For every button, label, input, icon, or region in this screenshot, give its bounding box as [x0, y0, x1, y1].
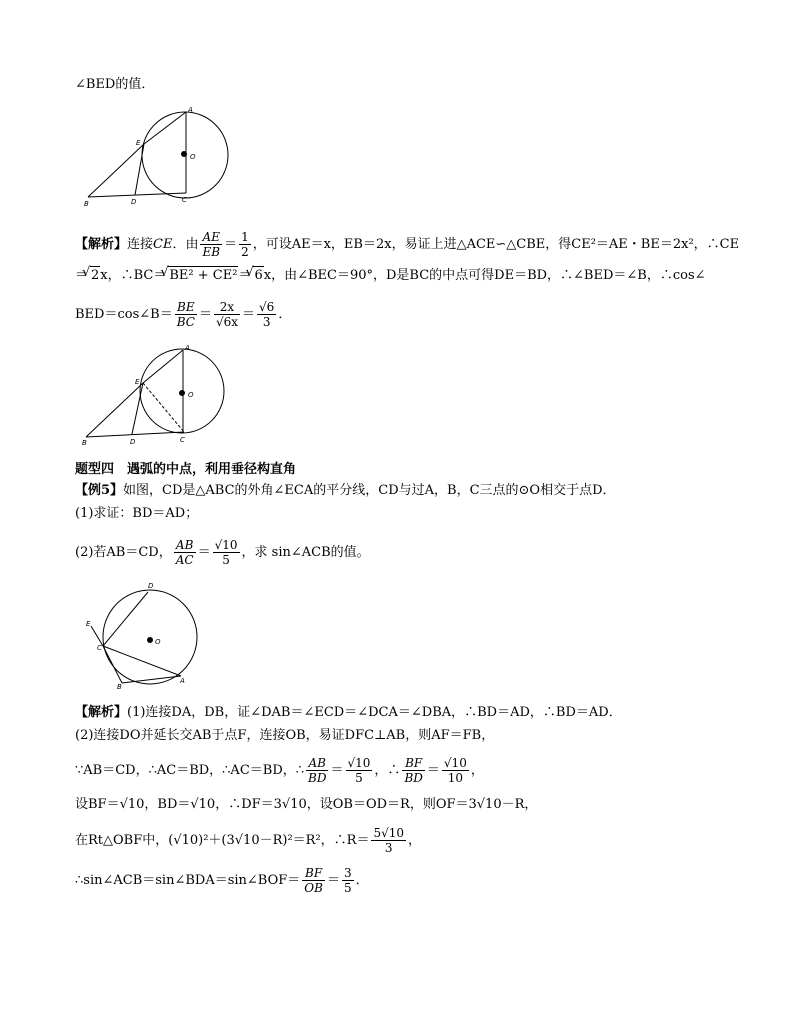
- denominator: BD: [308, 771, 327, 785]
- sqrt: √ BE² + CE²: [168, 266, 238, 285]
- solution1-line1: [75, 230, 739, 259]
- fig1-label-a: A: [188, 106, 193, 114]
- example5-q1: (1)求证：BD＝AD；: [75, 506, 199, 521]
- fig1-label-o: O: [190, 153, 196, 161]
- sqrt: √ 2: [90, 266, 100, 285]
- fraction: [213, 538, 240, 567]
- text: ＝: [330, 763, 344, 778]
- text: ，可设AE＝x，EB＝2x，易证上进△ACE∽△CBE，得CE²＝AE・BE＝2x²，∴CE: [252, 237, 740, 252]
- text: ，∴: [374, 763, 401, 778]
- fig3-label-b: B: [117, 683, 122, 691]
- fig3-label-a: A: [180, 677, 185, 685]
- text: (1)连接DA，DB，证∠DAB＝∠ECD＝∠DCA＝∠DBA，∴BD＝AD，∴BD＝AD．: [127, 705, 622, 720]
- denominator: AC: [175, 553, 194, 567]
- figure-2: [86, 349, 224, 437]
- text: ＝: [198, 307, 212, 322]
- denominator: 2: [241, 245, 249, 259]
- fraction: [346, 756, 373, 785]
- text: x，∴BC＝: [100, 268, 167, 283]
- figure-1: [88, 112, 228, 198]
- numerator: 3: [343, 866, 352, 880]
- fraction: [442, 756, 469, 785]
- denominator: 5: [355, 771, 363, 785]
- numerator: BE: [175, 300, 197, 315]
- text: ＝: [197, 545, 211, 560]
- fraction: [402, 756, 424, 785]
- solution2-line2: (2)连接DO并延长交AB于点F，连接OB，易证DFC⊥AB，则AF＝FB，: [75, 728, 495, 743]
- numerator: √6: [259, 300, 275, 314]
- numerator: BF: [302, 866, 325, 881]
- denominator: EB: [202, 245, 221, 259]
- text: AB＝CD，: [106, 545, 172, 560]
- text: ，: [470, 763, 484, 778]
- section-heading: 题型四 遇弧的中点，利用垂径构直角: [75, 462, 297, 477]
- text: ＝: [75, 268, 89, 283]
- solution2-line5: [75, 826, 421, 855]
- fig2-label-d: D: [130, 438, 136, 446]
- denominator: BD: [404, 771, 423, 785]
- denominator: 10: [447, 771, 463, 785]
- fig2-label-a: A: [185, 344, 190, 352]
- example-label: 【例5】: [75, 483, 124, 498]
- denominator: √6x: [215, 315, 239, 329]
- fig2-label-c: C: [180, 436, 185, 444]
- text: x，由∠BEC＝90°，D是BC的中点可得DE＝BD，∴∠BED＝∠B，∴cos∠: [263, 268, 706, 283]
- text: ＝: [224, 237, 238, 252]
- text: ∴sin∠ACB＝sin∠BDA＝sin∠BOF＝: [75, 873, 301, 888]
- text: ．: [278, 307, 292, 322]
- numerator: 5√10: [373, 826, 405, 840]
- fraction: [302, 866, 325, 895]
- fig3-label-o: O: [155, 638, 161, 646]
- text: BED＝cos∠B＝: [75, 307, 173, 322]
- numerator: √10: [443, 756, 467, 770]
- fraction: [306, 756, 328, 785]
- numerator: AB: [174, 538, 196, 553]
- fig2-label-b: B: [82, 439, 87, 447]
- text: 连接: [127, 237, 154, 252]
- denominator: 3: [262, 315, 271, 329]
- fig2-label-e: E: [135, 378, 140, 386]
- fig1-label-b: B: [84, 200, 89, 208]
- text: ，: [408, 833, 422, 848]
- text: ＝: [238, 268, 252, 283]
- sqrt: √ 6: [253, 266, 263, 285]
- figure-3: [91, 590, 197, 684]
- fig1-label-d: D: [131, 198, 137, 206]
- numerator: √10: [214, 538, 238, 552]
- text: CE: [153, 237, 173, 252]
- fraction: [257, 300, 276, 329]
- text: ＝: [326, 873, 340, 888]
- denominator: BC: [176, 315, 195, 329]
- solution1-line2: [75, 266, 706, 285]
- text: ＝: [426, 763, 440, 778]
- fig1-label-e: E: [136, 139, 141, 147]
- numerator: 1: [241, 230, 249, 244]
- solution2-line4: 设BF＝√10，BD＝√10，∴DF＝3√10，设OB＝OD＝R，则OF＝3√10－R，: [75, 797, 538, 812]
- fig3-label-c: C: [97, 644, 102, 652]
- intro-line: ∠BED的值．: [75, 77, 155, 92]
- solution-heading: 【解析】: [75, 237, 128, 252]
- fraction: [174, 538, 196, 567]
- text: ．: [355, 873, 369, 888]
- fraction: [239, 230, 251, 259]
- fig1-label-c: C: [182, 196, 187, 204]
- fraction: [371, 826, 406, 855]
- fig3-label-d: D: [148, 582, 154, 590]
- numerator: BF: [402, 756, 424, 771]
- fraction: [214, 300, 240, 329]
- text: ．由: [172, 237, 199, 252]
- numerator: 2x: [214, 300, 240, 315]
- text: 如图，CD是△ABC的外角∠ECA的平分线，CD与过A，B，C三点的⊙O相交于点D．: [123, 483, 616, 498]
- text: 在Rt△OBF中，(√10)²＋(3√10－R)²＝R²，∴R＝: [75, 833, 370, 848]
- example5-q2: [75, 538, 370, 567]
- text: ＝: [242, 307, 256, 322]
- fraction: [175, 300, 197, 329]
- solution2-line3: [75, 756, 484, 785]
- denominator: 3: [384, 841, 393, 855]
- numerator: AB: [306, 756, 328, 771]
- solution2-line1: [75, 704, 622, 722]
- denominator: 5: [222, 553, 230, 567]
- fig3-label-e: E: [86, 620, 91, 628]
- denominator: OB: [304, 881, 323, 895]
- solution1-line3: [75, 300, 291, 329]
- text: ，求 sin∠ACB的值。: [241, 545, 370, 560]
- fraction: [200, 230, 222, 259]
- solution-heading: 【解析】: [75, 705, 128, 720]
- text: ∵AB＝CD，∴AC＝BD，∴AC＝BD，∴: [75, 763, 305, 778]
- text: (2)若: [75, 545, 107, 560]
- numerator: √10: [347, 756, 371, 770]
- fig2-label-o: O: [188, 391, 194, 399]
- example5-statement: [75, 482, 616, 500]
- numerator: AE: [200, 230, 222, 245]
- denominator: 5: [343, 881, 352, 895]
- solution2-line6: [75, 866, 369, 895]
- fraction: [342, 866, 354, 895]
